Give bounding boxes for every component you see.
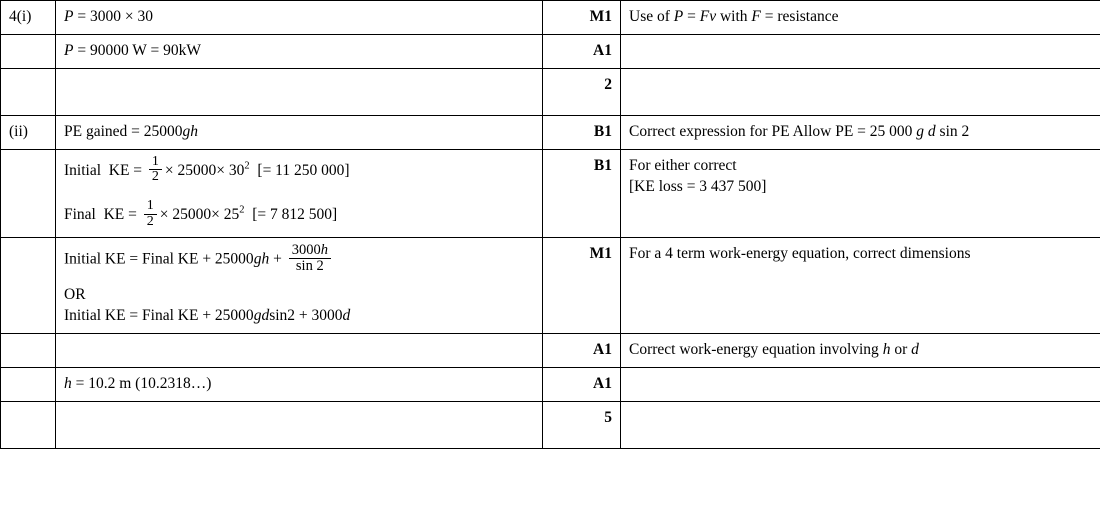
note-cell	[621, 401, 1100, 448]
mark-cell: A1	[543, 34, 621, 68]
mark-cell: B1	[543, 149, 621, 237]
note-cell: For either correct [KE loss = 3 437 500]	[621, 149, 1100, 237]
table-row	[1, 333, 1100, 367]
question-label	[1, 149, 56, 237]
mark-cell: A1	[543, 333, 621, 367]
table-row	[1, 237, 1100, 333]
mark-cell: M1	[543, 1, 621, 35]
working-cell	[56, 333, 543, 367]
working-cell: PE gained = 25000gh	[56, 115, 543, 149]
note-cell: Correct work-energy equation involving h or d	[621, 333, 1100, 367]
mark-cell: A1	[543, 367, 621, 401]
table-row	[1, 68, 1100, 115]
mark-total-cell: 2	[543, 68, 621, 115]
working-cell	[56, 68, 543, 115]
note-cell: For a 4 term work-energy equation, correct dimensions	[621, 237, 1100, 333]
mark-cell: B1	[543, 115, 621, 149]
table-row	[1, 115, 1100, 149]
question-label	[1, 68, 56, 115]
working-cell	[56, 401, 543, 448]
table-row	[1, 149, 1100, 237]
table-row	[1, 401, 1100, 448]
question-label	[1, 237, 56, 333]
question-label: (ii)	[1, 115, 56, 149]
question-label: 4(i)	[1, 1, 56, 35]
note-cell: Use of P = Fv with F = resistance	[621, 1, 1100, 35]
table-row	[1, 367, 1100, 401]
note-cell	[621, 367, 1100, 401]
mark-cell: M1	[543, 237, 621, 333]
question-label	[1, 34, 56, 68]
mark-total-cell: 5	[543, 401, 621, 448]
table-body	[1, 1, 1100, 449]
table-row	[1, 1, 1100, 35]
note-cell	[621, 68, 1100, 115]
working-cell: Initial KE = Final KE + 25000gh + $\frac{3000h}{\sin 2}$ OR Initial KE = Final KE + 25000gdsin2 + 3000d	[56, 237, 543, 333]
question-label	[1, 333, 56, 367]
working-cell: h = 10.2 m (10.2318…)	[56, 367, 543, 401]
table-row	[1, 34, 1100, 68]
working-cell: P = 3000 × 30	[56, 1, 543, 35]
question-label	[1, 401, 56, 448]
note-cell: Correct expression for PE Allow PE = 25 000 g d sin 2	[621, 115, 1100, 149]
working-cell: Initial KE = $\frac{1}{2}$ × $25000\times 30^2$ [= 11 250 000] Final KE = $\frac{1}{2}$ × $25000\times 25^2$ [= 7 812 500]	[56, 149, 543, 237]
working-cell: P = 90000 W = 90kW	[56, 34, 543, 68]
question-label	[1, 367, 56, 401]
note-cell	[621, 34, 1100, 68]
